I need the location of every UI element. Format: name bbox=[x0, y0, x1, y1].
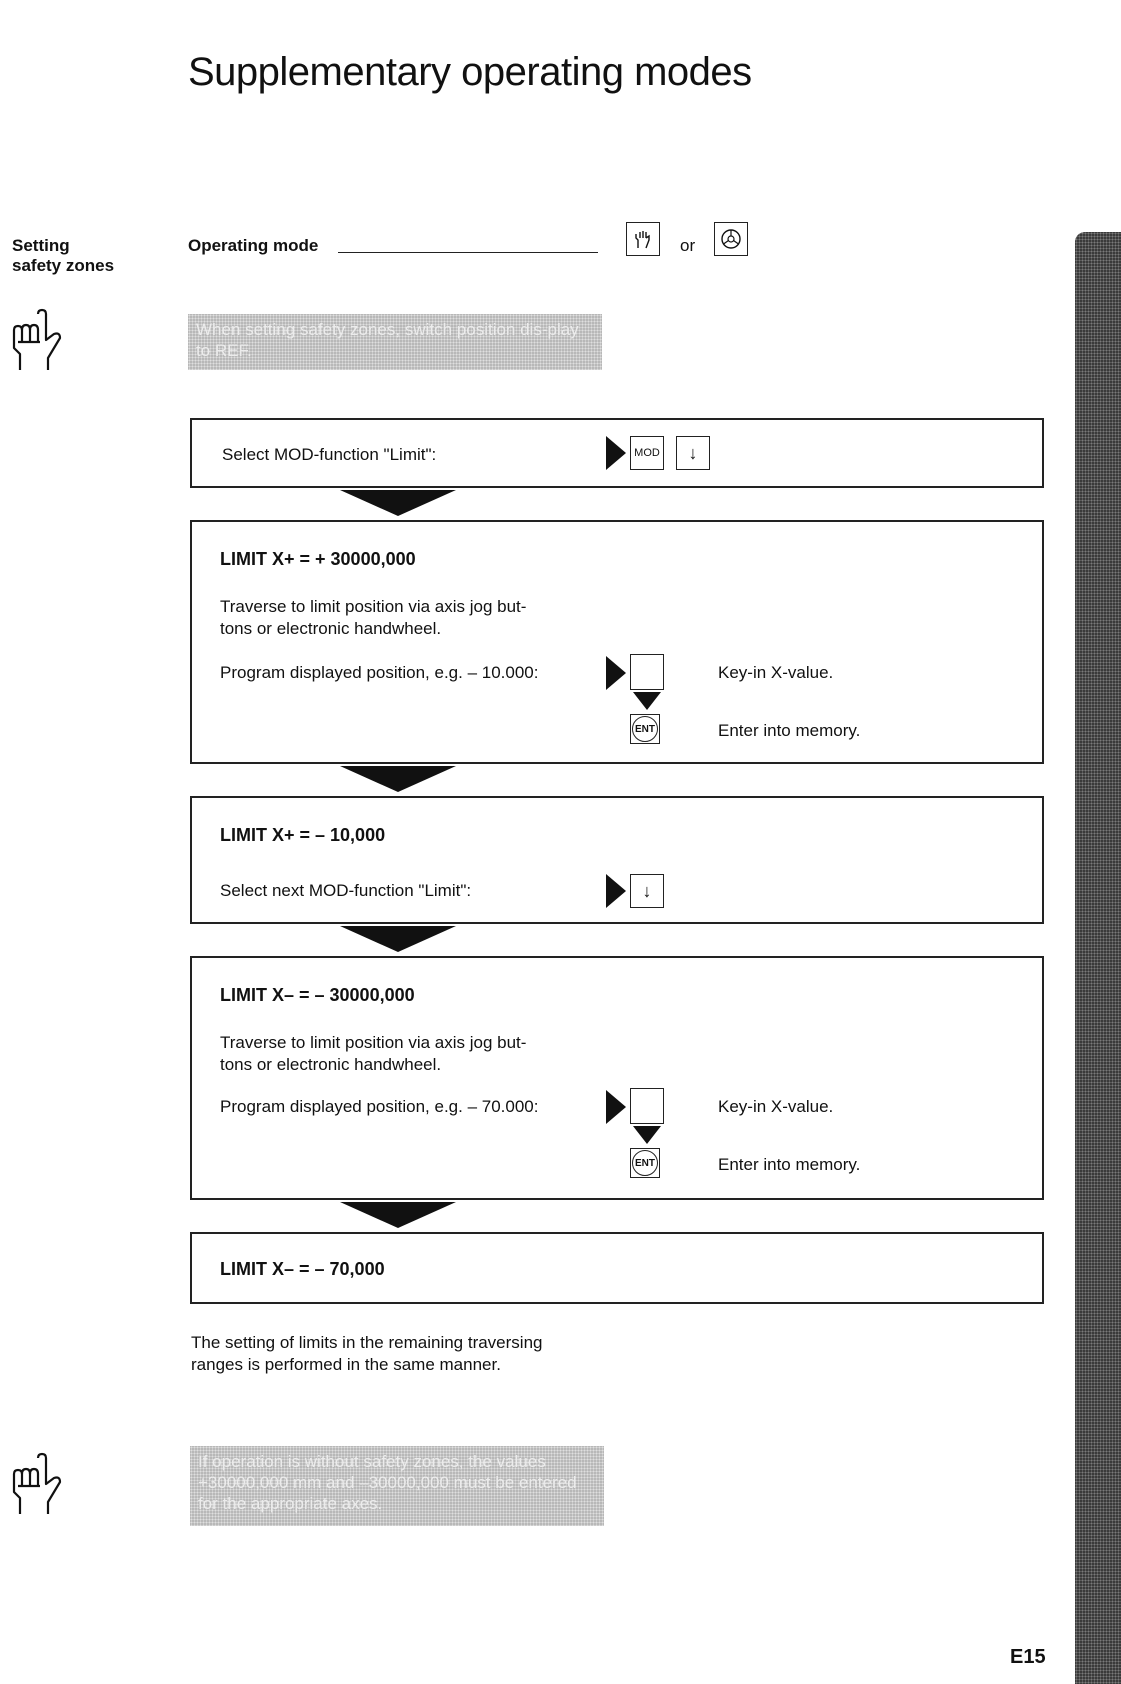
operating-mode-line bbox=[338, 252, 598, 253]
ent-key[interactable] bbox=[630, 714, 660, 744]
numeric-key[interactable] bbox=[630, 654, 664, 690]
arrow-down-key[interactable]: ↓ bbox=[676, 436, 710, 470]
play-arrow-icon bbox=[606, 436, 626, 470]
step4-line1: Traverse to limit position via axis jog but- bbox=[220, 1033, 527, 1052]
section-label-line1: Setting bbox=[12, 236, 70, 255]
section-label-line2: safety zones bbox=[12, 256, 115, 275]
step2-keyin-label: Key-in X-value. bbox=[718, 663, 834, 682]
step2-enter-label: Enter into memory. bbox=[718, 721, 861, 740]
ent-key-label: ENT bbox=[632, 1150, 658, 1176]
play-arrow-icon bbox=[606, 656, 626, 690]
numeric-key[interactable] bbox=[630, 1088, 664, 1124]
step5-heading: LIMIT X– = – 70,000 bbox=[220, 1259, 385, 1279]
flow-arrow-icon bbox=[340, 766, 456, 792]
play-arrow-icon bbox=[606, 874, 626, 908]
ent-key[interactable] bbox=[630, 1148, 660, 1178]
manual-hand-key-icon bbox=[632, 228, 654, 250]
step2-line1: Traverse to limit position via axis jog but- bbox=[220, 597, 527, 616]
page-edge-tab bbox=[1075, 232, 1121, 1684]
page-title: Supplementary operating modes bbox=[188, 50, 752, 94]
operating-mode-label: Operating mode bbox=[188, 236, 319, 255]
step2-program-text: Program displayed position, e.g. – 10.000: bbox=[220, 663, 539, 682]
remark-line1: The setting of limits in the remaining traversing bbox=[191, 1333, 543, 1352]
flow-arrow-icon bbox=[340, 490, 456, 516]
step3-instruction: Select next MOD-function "Limit": bbox=[220, 881, 472, 900]
step-limit-x-plus bbox=[190, 520, 1044, 764]
step-limit-x-plus-result bbox=[190, 796, 1044, 924]
step-limit-x-minus bbox=[190, 956, 1044, 1200]
step2-heading: LIMIT X+ = + 30000,000 bbox=[220, 549, 416, 569]
section-label bbox=[12, 236, 114, 276]
note-no-safety-zones: If operation is without safety zones, the values +30000,000 mm and –30000,000 must be entered for the appropriate axes. bbox=[190, 1446, 604, 1526]
step-select-limit bbox=[190, 418, 1044, 488]
handwheel-mode-key[interactable] bbox=[714, 222, 748, 256]
pointing-hand-icon bbox=[10, 308, 64, 372]
manual-mode-key[interactable] bbox=[626, 222, 660, 256]
note-ref-display: When setting safety zones, switch position dis-play to REF. bbox=[188, 314, 602, 370]
step-limit-x-minus-result bbox=[190, 1232, 1044, 1304]
ent-key-label: ENT bbox=[632, 716, 658, 742]
step2-line2: tons or electronic handwheel. bbox=[220, 619, 442, 638]
play-arrow-icon bbox=[606, 1090, 626, 1124]
step4-enter-label: Enter into memory. bbox=[718, 1155, 861, 1174]
flow-arrow-icon bbox=[340, 1202, 456, 1228]
remark-line2: ranges is performed in the same manner. bbox=[191, 1355, 501, 1374]
flow-arrow-icon bbox=[340, 926, 456, 952]
page-number: E15 bbox=[1010, 1646, 1046, 1668]
mod-key[interactable]: MOD bbox=[630, 436, 664, 470]
or-text: or bbox=[680, 236, 696, 255]
step4-program-text: Program displayed position, e.g. – 70.000: bbox=[220, 1097, 539, 1116]
step3-heading: LIMIT X+ = – 10,000 bbox=[220, 825, 386, 845]
small-down-arrow-icon bbox=[633, 692, 661, 710]
step4-keyin-label: Key-in X-value. bbox=[718, 1097, 834, 1116]
pointing-hand-icon bbox=[10, 1452, 64, 1516]
handwheel-key-icon bbox=[719, 227, 743, 251]
arrow-down-key[interactable]: ↓ bbox=[630, 874, 664, 908]
step4-line2: tons or electronic handwheel. bbox=[220, 1055, 442, 1074]
step4-heading: LIMIT X– = – 30000,000 bbox=[220, 985, 415, 1005]
step1-instruction: Select MOD-function "Limit": bbox=[222, 445, 437, 464]
small-down-arrow-icon bbox=[633, 1126, 661, 1144]
